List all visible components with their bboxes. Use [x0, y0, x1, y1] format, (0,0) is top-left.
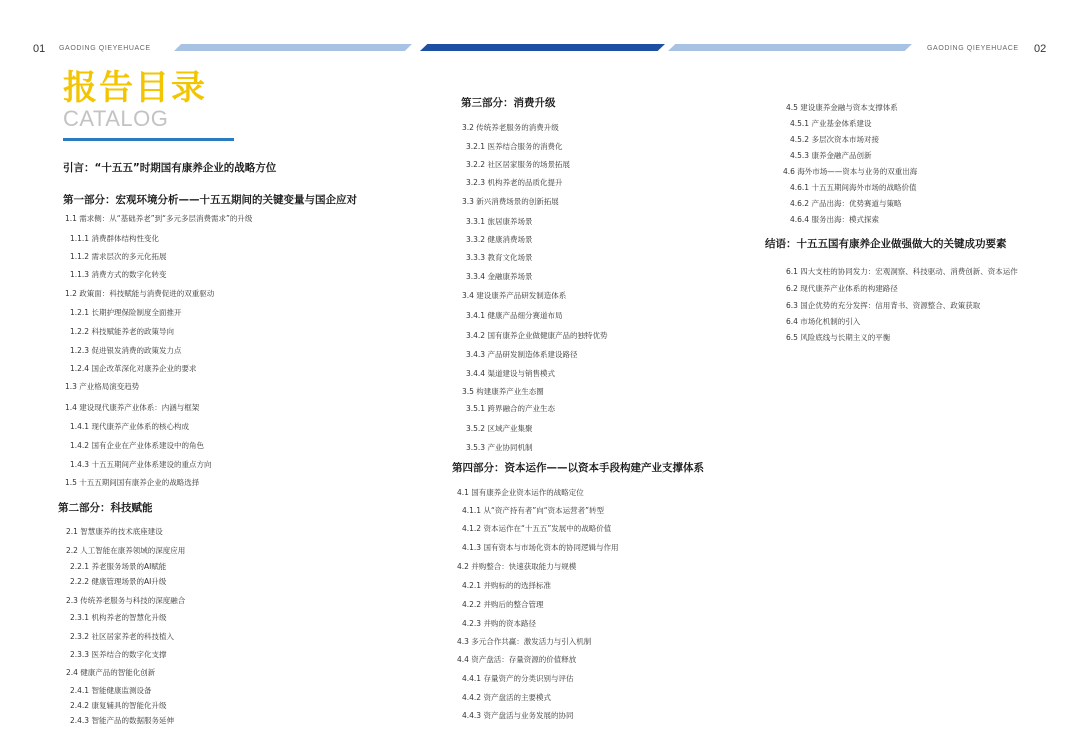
header-bar-center: [420, 44, 665, 51]
toc-entry: 3.3.1 旅居康养场景: [466, 217, 533, 226]
toc-entry: 3.3.3 教育文化场景: [466, 253, 533, 262]
left-page-number: 01: [33, 43, 46, 55]
toc-entry: 1.1.2 需求层次的多元化拓展: [70, 252, 167, 261]
toc-entry: 4.5.3 康养金融产品创新: [790, 151, 872, 160]
toc-entry: 1.4.1 现代康养产业体系的核心构成: [70, 422, 189, 431]
page-title: 报告目录: [63, 68, 207, 108]
toc-entry: 4.2.3 并购的资本路径: [462, 619, 536, 628]
toc-entry: 4.1.3 国有资本与市场化资本的协同逻辑与作用: [462, 543, 619, 552]
toc-entry: 4.5.1 产业基金体系建设: [790, 119, 872, 128]
toc-entry: 3.4.1 健康产品细分赛道布局: [466, 311, 563, 320]
toc-entry: 4.5.2 多层次资本市场对接: [790, 135, 879, 144]
toc-entry: 1.2 政策面：科技赋能与消费促进的双重驱动: [65, 289, 215, 298]
toc-entry: 6.4 市场化机制的引入: [786, 317, 861, 326]
toc-conclusion-heading: 结语：十五五国有康养企业做强做大的关键成功要素: [765, 238, 1007, 250]
toc-entry: 1.2.4 国企改革深化对康养企业的要求: [70, 364, 197, 373]
toc-entry: 4.4 资产盘活：存量资源的价值释放: [457, 655, 577, 664]
toc-entry: 1.1.1 消费群体结构性变化: [70, 234, 159, 243]
toc-entry: 6.1 四大支柱的协同发力：宏观洞察、科技驱动、消费创新、资本运作: [786, 267, 1018, 276]
toc-intro-heading: 引言：“十五五”时期国有康养企业的战略方位: [63, 162, 277, 174]
toc-entry: 2.2.1 养老服务场景的AI赋能: [70, 562, 167, 571]
toc-part1-heading: 第一部分：宏观环境分析——十五五期间的关键变量与国企应对: [63, 194, 357, 206]
toc-entry: 2.2.2 健康管理场景的AI升级: [70, 577, 167, 586]
toc-entry: 1.4 建设现代康养产业体系：内涵与框架: [65, 403, 200, 412]
toc-entry: 4.1 国有康养企业资本运作的战略定位: [457, 488, 584, 497]
toc-entry: 6.2 现代康养产业体系的构建路径: [786, 284, 898, 293]
toc-entry: 4.5 建设康养金融与资本支撑体系: [786, 103, 898, 112]
toc-entry: 2.3 传统养老服务与科技的深度融合: [66, 596, 186, 605]
toc-entry: 3.5.3 产业协同机制: [466, 443, 533, 452]
toc-entry: 1.4.3 十五五期间产业体系建设的重点方向: [70, 460, 212, 469]
toc-part4-heading: 第四部分：资本运作——以资本手段构建产业支撑体系: [452, 462, 704, 474]
toc-entry: 4.6.4 服务出海：模式探索: [790, 215, 879, 224]
toc-entry: 2.4.3 智能产品的数据服务延伸: [70, 716, 174, 725]
toc-entry: 4.4.3 资产盘活与业务发展的协同: [462, 711, 574, 720]
toc-entry: 3.4 建设康养产品研发制造体系: [462, 291, 567, 300]
toc-entry: 4.3 多元合作共赢：激发活力与引入机制: [457, 637, 592, 646]
toc-entry: 1.5 十五五期间国有康养企业的战略选择: [65, 478, 200, 487]
left-brand-text: GAODING QIEYEHUACE: [59, 45, 151, 52]
toc-entry: 3.2 传统养老服务的消费升级: [462, 123, 559, 132]
toc-entry: 3.4.2 国有康养企业做健康产品的独特优势: [466, 331, 608, 340]
header-bar-left: [174, 44, 412, 51]
toc-entry: 1.2.1 长期护理保险制度全面推开: [70, 308, 182, 317]
toc-entry: 3.4.4 渠道建设与销售模式: [466, 369, 555, 378]
toc-entry: 3.3.4 金融康养场景: [466, 272, 533, 281]
toc-entry: 2.4.1 智能健康监测设备: [70, 686, 152, 695]
toc-entry: 1.3 产业格局演变趋势: [65, 382, 140, 391]
toc-entry: 1.4.2 国有企业在产业体系建设中的角色: [70, 441, 204, 450]
toc-entry: 2.2 人工智能在康养领域的深度应用: [66, 546, 186, 555]
toc-entry: 3.5.1 跨界融合的产业生态: [466, 404, 555, 413]
toc-part3-heading: 第三部分：消费升级: [461, 97, 556, 109]
toc-entry: 3.5.2 区域产业集聚: [466, 424, 533, 433]
toc-entry: 4.2 并购整合：快速获取能力与规模: [457, 562, 577, 571]
toc-part2-heading: 第二部分：科技赋能: [58, 502, 153, 514]
toc-entry: 1.1 需求侧：从“基础养老”到“多元多层消费需求”的升级: [65, 214, 253, 223]
toc-entry: 4.1.1 从“资产持有者”向“资本运营者”转型: [462, 506, 605, 515]
toc-entry: 4.2.1 并购标的的选择标准: [462, 581, 551, 590]
toc-entry: 3.2.1 医养结合服务的消费化: [466, 142, 563, 151]
toc-entry: 3.3.2 健康消费场景: [466, 235, 533, 244]
toc-entry: 3.4.3 产品研发制造体系建设路径: [466, 350, 578, 359]
toc-entry: 4.4.1 存量资产的分类识别与评估: [462, 674, 574, 683]
toc-entry: 6.5 风险底线与长期主义的平衡: [786, 333, 891, 342]
toc-entry: 2.4.2 康复辅具的智能化升级: [70, 701, 167, 710]
toc-entry: 4.2.2 并购后的整合管理: [462, 600, 544, 609]
toc-entry: 2.3.1 机构养老的智慧化升级: [70, 613, 167, 622]
toc-entry: 4.6.1 十五五期间海外市场的战略价值: [790, 183, 917, 192]
right-page-number: 02: [1034, 43, 1047, 55]
toc-entry: 3.2.2 社区居家服务的场景拓展: [466, 160, 570, 169]
page-subtitle: CATALOG: [63, 106, 169, 131]
toc-entry: 3.2.3 机构养老的品质化提升: [466, 178, 563, 187]
toc-entry: 4.4.2 资产盘活的主要模式: [462, 693, 551, 702]
toc-entry: 1.2.2 科技赋能养老的政策导向: [70, 327, 174, 336]
toc-entry: 3.5 构建康养产业生态圈: [462, 387, 544, 396]
toc-entry: 2.4 健康产品的智能化创新: [66, 668, 156, 677]
toc-entry: 1.2.3 促进银发消费的政策发力点: [70, 346, 182, 355]
toc-entry: 2.3.2 社区居家养老的科技植入: [70, 632, 174, 641]
toc-entry: 6.3 国企优势的充分发挥：信用背书、资源整合、政策获取: [786, 301, 981, 310]
toc-entry: 4.6.2 产品出海：优势赛道与策略: [790, 199, 902, 208]
header-bar-right: [668, 44, 912, 51]
title-underline: [63, 138, 234, 141]
toc-entry: 3.3 新兴消费场景的创新拓展: [462, 197, 559, 206]
toc-entry: 2.3.3 医养结合的数字化支撑: [70, 650, 167, 659]
toc-entry: 2.1 智慧康养的技术底座建设: [66, 527, 163, 536]
right-brand-text: GAODING QIEYEHUACE: [927, 45, 1019, 52]
toc-entry: 4.6 海外市场——资本与业务的双重出海: [783, 167, 918, 176]
toc-entry: 1.1.3 消费方式的数字化转变: [70, 270, 167, 279]
toc-entry: 4.1.2 资本运作在“十五五”发展中的战略价值: [462, 524, 612, 533]
